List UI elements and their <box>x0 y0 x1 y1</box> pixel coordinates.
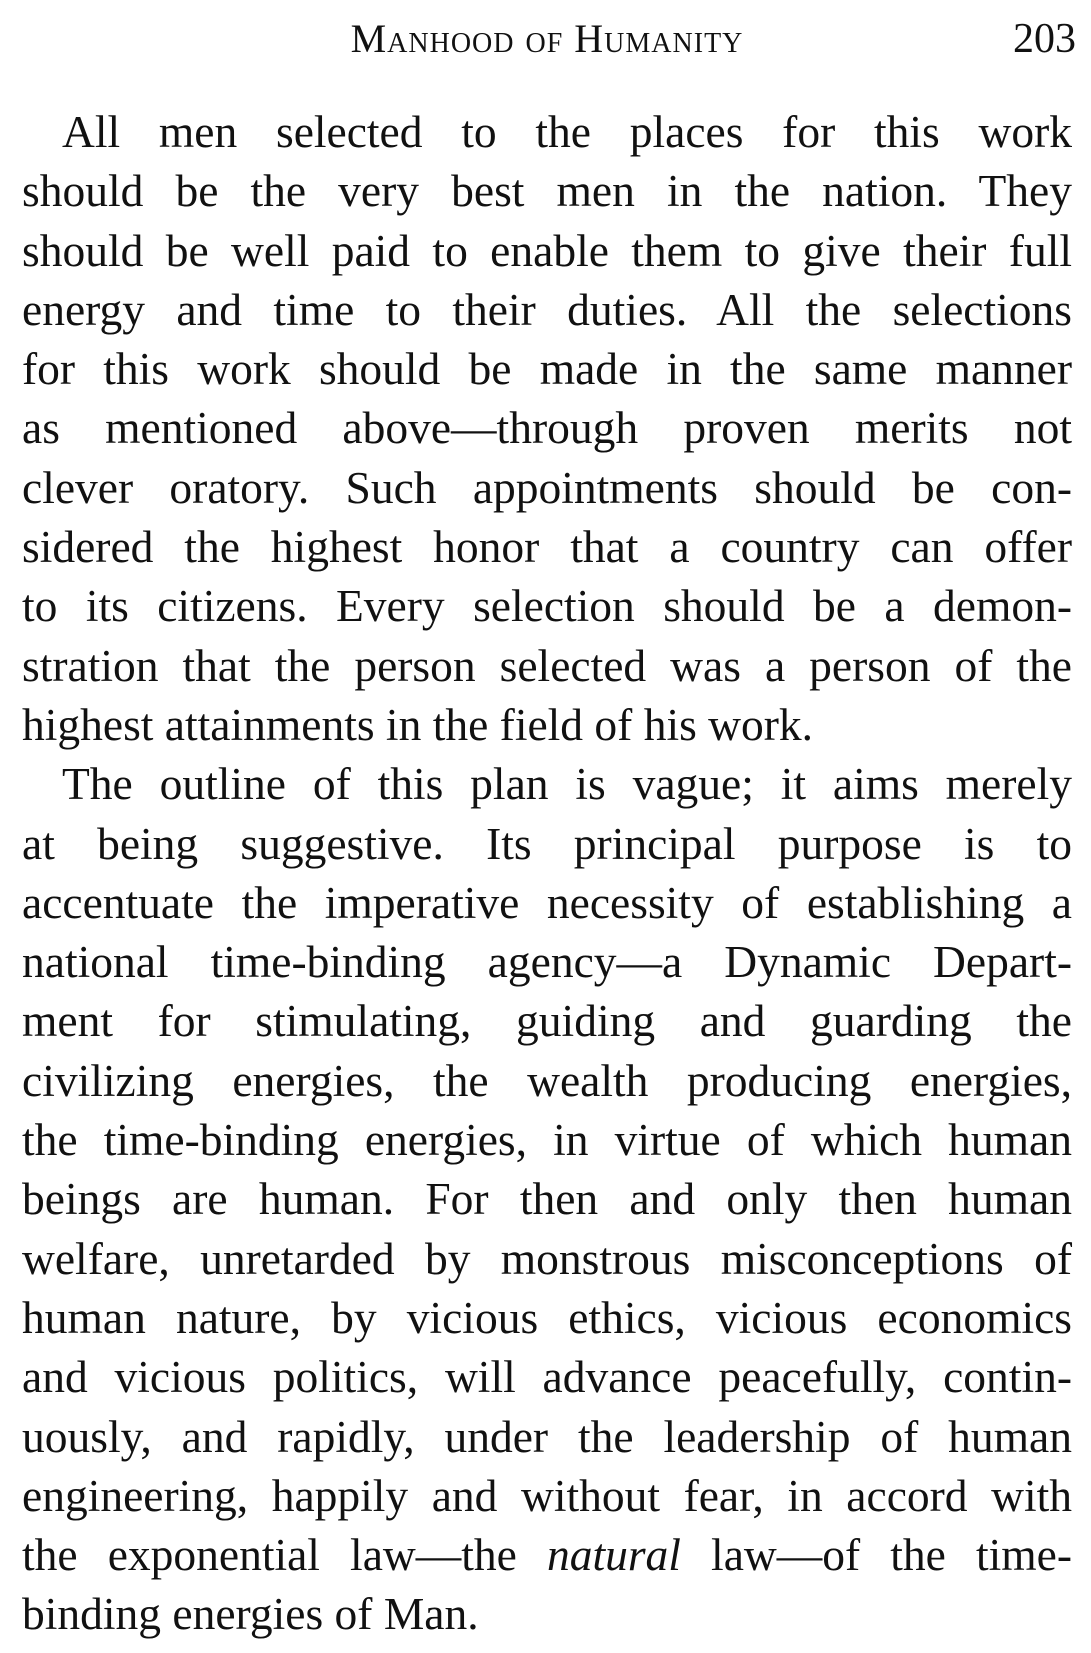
text-line: binding energies of Man. <box>22 1588 479 1640</box>
text-line: for this work should be made in the same manner <box>22 343 1072 395</box>
text-line: to its citizens. Every selection should be a demon- <box>22 580 1072 632</box>
paragraph <box>22 102 1072 754</box>
body-text <box>22 102 1072 1644</box>
text-line: highest attainments in the field of his work. <box>22 698 814 750</box>
text-line: the time-binding energies, in virtue of which human <box>22 1114 1072 1166</box>
running-head <box>22 0 1076 96</box>
text-line: All men selected to the places for this work <box>62 106 1072 157</box>
text-line: ment for stimulating, guiding and guarding the <box>22 995 1072 1047</box>
text-line: uously, and rapidly, under the leadership of human <box>22 1410 1072 1462</box>
page-number: 203 <box>1013 16 1076 62</box>
text-segment: the exponential law—the <box>22 1529 547 1581</box>
text-line: and vicious politics, will advance peacefully, contin- <box>22 1351 1072 1403</box>
text-line: accentuate the imperative necessity of establishing a <box>22 876 1072 928</box>
paragraph <box>22 754 1072 1643</box>
text-line: at being suggestive. Its principal purpose is to <box>22 817 1072 869</box>
text-line: stration that the person selected was a person of the <box>22 639 1072 691</box>
text-line: engineering, happily and without fear, in accord with <box>22 1469 1072 1521</box>
running-title: Manhood of Humanity <box>350 16 744 61</box>
text-line: clever oratory. Such appointments should be con- <box>22 461 1072 513</box>
italic-word: natural <box>546 1529 681 1581</box>
text-segment: law—of the time- <box>680 1529 1072 1581</box>
text-line: national time-binding agency—a Dynamic Depart- <box>22 936 1072 988</box>
text-line: should be well paid to enable them to give their full <box>22 224 1072 276</box>
text-line: civilizing energies, the wealth producing energies, <box>22 1054 1072 1106</box>
text-line: human nature, by vicious ethics, vicious economics <box>22 1291 1072 1343</box>
text-line: sidered the highest honor that a country can offer <box>22 521 1072 573</box>
text-line: The outline of this plan is vague; it aims merely <box>62 758 1072 810</box>
book-page <box>22 0 1076 1644</box>
text-line: should be the very best men in the nation. They <box>22 165 1072 217</box>
text-line: beings are human. For then and only then human <box>22 1173 1072 1225</box>
text-line: as mentioned above—through proven merits not <box>22 402 1072 454</box>
text-line: welfare, unretarded by monstrous misconceptions of <box>22 1232 1072 1284</box>
text-line: energy and time to their duties. All the selections <box>22 283 1072 335</box>
text-line-with-italic <box>22 1525 1072 1584</box>
